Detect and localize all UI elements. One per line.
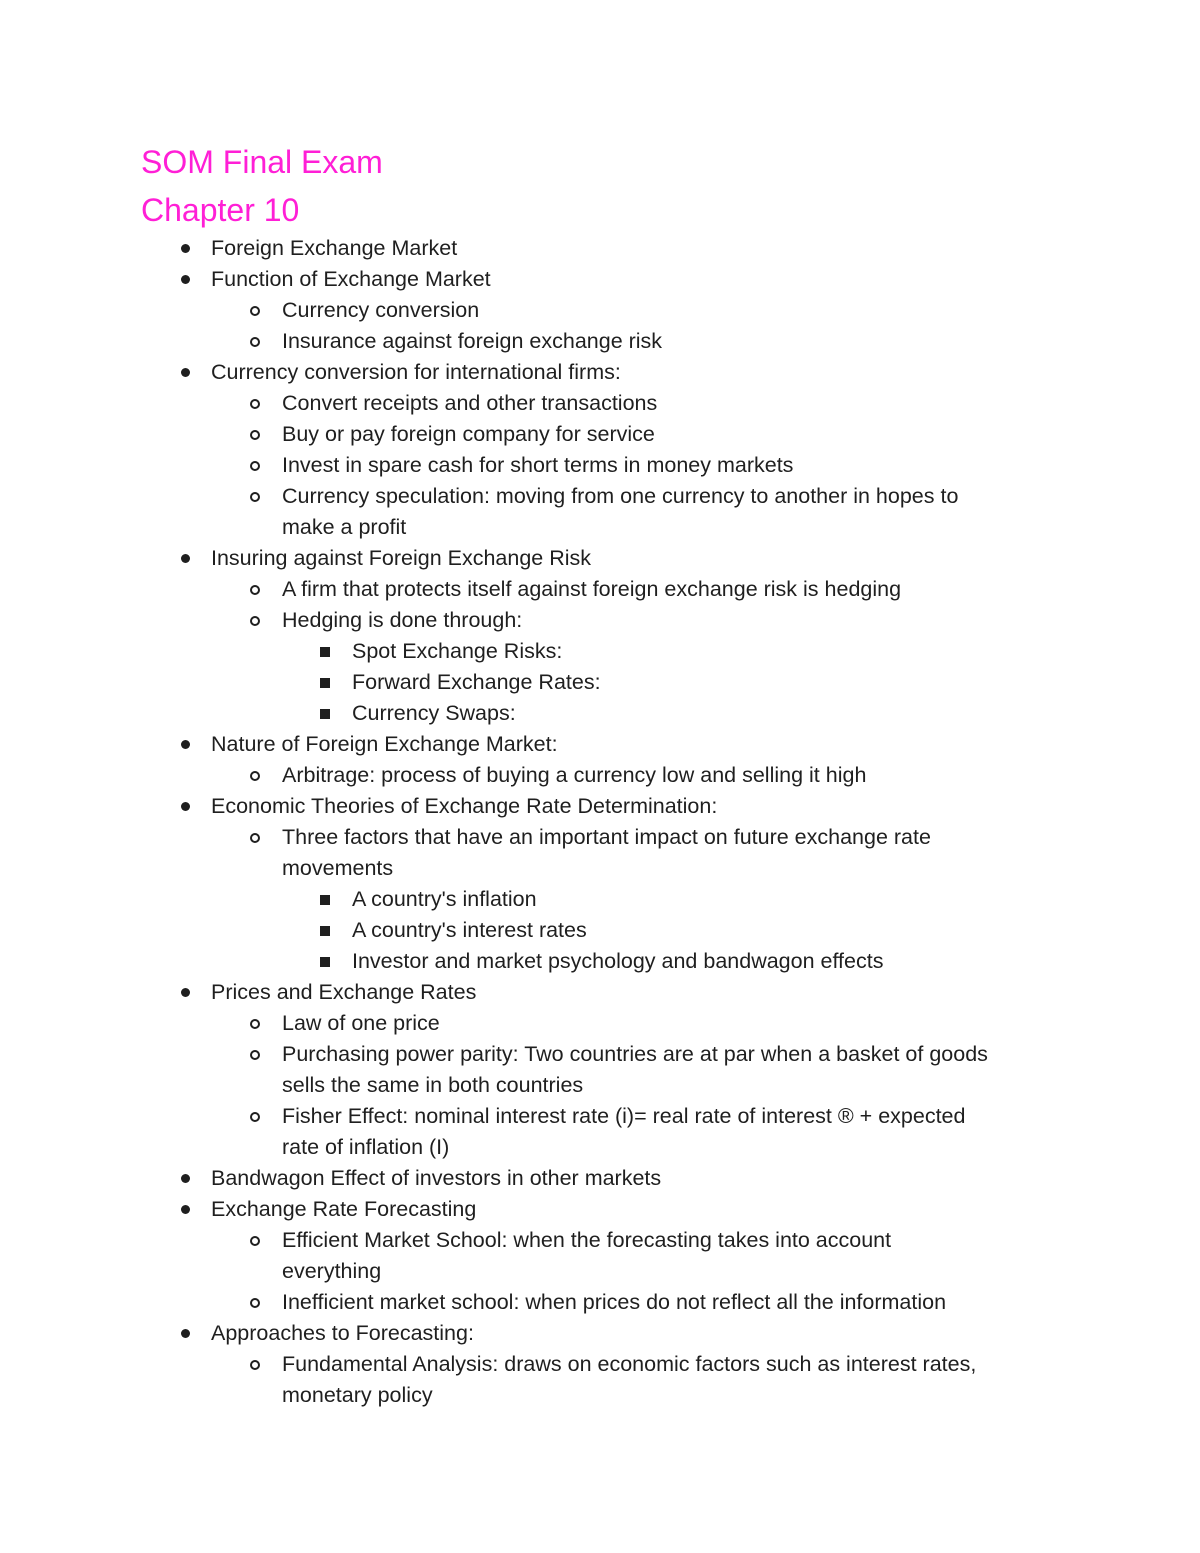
- list-item-level-1: [0, 543, 1200, 574]
- list-item-text: Bandwagon Effect of investors in other markets: [211, 1166, 662, 1190]
- bullet-shape: [250, 1298, 260, 1308]
- hollow-circle-bullet-icon: [245, 760, 265, 791]
- list-item-level-2: [0, 822, 1200, 853]
- bullet-shape: [181, 1174, 190, 1183]
- document-title: SOM Final Exam: [141, 144, 383, 180]
- list-item-text: Insurance against foreign exchange risk: [282, 329, 663, 353]
- list-item-level-2: [0, 1225, 1200, 1256]
- filled-circle-bullet-icon: [175, 1318, 195, 1349]
- list-item-text: Prices and Exchange Rates: [211, 980, 477, 1004]
- bullet-shape: [250, 430, 260, 440]
- list-item-continuation: [0, 1070, 1200, 1101]
- hollow-circle-bullet-icon: [245, 450, 265, 481]
- list-item-text: monetary policy: [282, 1383, 433, 1407]
- bullet-shape: [320, 709, 330, 719]
- list-item-level-2: [0, 419, 1200, 450]
- list-item-level-3: [0, 884, 1200, 915]
- list-item-level-1: [0, 357, 1200, 388]
- bullet-shape: [250, 461, 260, 471]
- chapter-heading: Chapter 10: [141, 192, 300, 228]
- hollow-circle-bullet-icon: [245, 388, 265, 419]
- list-item-level-2: [0, 1101, 1200, 1132]
- filled-square-bullet-icon: [315, 667, 335, 698]
- bullet-shape: [181, 554, 190, 563]
- filled-circle-bullet-icon: [175, 1163, 195, 1194]
- filled-square-bullet-icon: [315, 636, 335, 667]
- hollow-circle-bullet-icon: [245, 419, 265, 450]
- list-item-level-2: [0, 326, 1200, 357]
- filled-square-bullet-icon: [315, 698, 335, 729]
- filled-square-bullet-icon: [315, 946, 335, 977]
- list-item-continuation: [0, 512, 1200, 543]
- list-item-text: Currency conversion for international firms:: [211, 360, 621, 384]
- bullet-shape: [250, 1236, 260, 1246]
- filled-circle-bullet-icon: [175, 264, 195, 295]
- list-item-level-1: [0, 264, 1200, 295]
- bullet-shape: [320, 647, 330, 657]
- list-item-text: A country's interest rates: [352, 918, 587, 942]
- list-item-text: Buy or pay foreign company for service: [282, 422, 655, 446]
- list-item-level-1: [0, 1163, 1200, 1194]
- bullet-shape: [181, 275, 190, 284]
- filled-circle-bullet-icon: [175, 233, 195, 264]
- list-item-text: Nature of Foreign Exchange Market:: [211, 732, 558, 756]
- hollow-circle-bullet-icon: [245, 295, 265, 326]
- bullet-shape: [250, 1050, 260, 1060]
- bullet-shape: [250, 306, 260, 316]
- list-item-text: Inefficient market school: when prices do not reflect all the information: [282, 1290, 947, 1314]
- list-item-level-3: [0, 915, 1200, 946]
- list-item-text: Insuring against Foreign Exchange Risk: [211, 546, 592, 570]
- hollow-circle-bullet-icon: [245, 605, 265, 636]
- list-item-text: Approaches to Forecasting:: [211, 1321, 474, 1345]
- list-item-text: Exchange Rate Forecasting: [211, 1197, 477, 1221]
- hollow-circle-bullet-icon: [245, 326, 265, 357]
- bullet-outline: [0, 233, 1200, 1411]
- hollow-circle-bullet-icon: [245, 1225, 265, 1256]
- bullet-shape: [181, 740, 190, 749]
- filled-circle-bullet-icon: [175, 357, 195, 388]
- hollow-circle-bullet-icon: [245, 481, 265, 512]
- filled-circle-bullet-icon: [175, 729, 195, 760]
- bullet-shape: [250, 1360, 260, 1370]
- bullet-shape: [181, 244, 190, 253]
- list-item-level-2: [0, 1008, 1200, 1039]
- bullet-shape: [181, 988, 190, 997]
- bullet-shape: [250, 1019, 260, 1029]
- bullet-shape: [250, 492, 260, 502]
- hollow-circle-bullet-icon: [245, 1039, 265, 1070]
- list-item-text: Law of one price: [282, 1011, 440, 1035]
- bullet-shape: [320, 895, 330, 905]
- list-item-level-2: [0, 1349, 1200, 1380]
- filled-square-bullet-icon: [315, 915, 335, 946]
- list-item-continuation: [0, 1256, 1200, 1287]
- list-item-level-2: [0, 605, 1200, 636]
- list-item-continuation: [0, 1132, 1200, 1163]
- filled-square-bullet-icon: [315, 884, 335, 915]
- bullet-shape: [250, 585, 260, 595]
- filled-circle-bullet-icon: [175, 543, 195, 574]
- list-item-text: Arbitrage: process of buying a currency low and selling it high: [282, 763, 867, 787]
- list-item-text: Economic Theories of Exchange Rate Determination:: [211, 794, 718, 818]
- list-item-text: Currency speculation: moving from one currency to another in hopes to: [282, 484, 959, 508]
- list-item-level-1: [0, 233, 1200, 264]
- list-item-level-2: [0, 1287, 1200, 1318]
- list-item-level-1: [0, 791, 1200, 822]
- list-item-level-2: [0, 295, 1200, 326]
- list-item-level-1: [0, 1194, 1200, 1225]
- list-item-level-2: [0, 388, 1200, 419]
- filled-circle-bullet-icon: [175, 977, 195, 1008]
- list-item-text: Spot Exchange Risks:: [352, 639, 563, 663]
- list-item-text: Convert receipts and other transactions: [282, 391, 658, 415]
- list-item-text: movements: [282, 856, 394, 880]
- list-item-text: Function of Exchange Market: [211, 267, 491, 291]
- hollow-circle-bullet-icon: [245, 1101, 265, 1132]
- list-item-text: Three factors that have an important impact on future exchange rate: [282, 825, 931, 849]
- list-item-text: make a profit: [282, 515, 407, 539]
- bullet-shape: [181, 802, 190, 811]
- bullet-shape: [250, 399, 260, 409]
- list-item-continuation: [0, 853, 1200, 884]
- list-item-text: Fundamental Analysis: draws on economic factors such as interest rates,: [282, 1352, 977, 1376]
- hollow-circle-bullet-icon: [245, 1287, 265, 1318]
- list-item-continuation: [0, 1380, 1200, 1411]
- list-item-text: Fisher Effect: nominal interest rate (i)= real rate of interest ® + expected: [282, 1104, 966, 1128]
- bullet-shape: [250, 1112, 260, 1122]
- list-item-text: everything: [282, 1259, 382, 1283]
- list-item-level-2: [0, 760, 1200, 791]
- list-item-text: rate of inflation (I): [282, 1135, 450, 1159]
- list-item-level-2: [0, 481, 1200, 512]
- list-item-text: Hedging is done through:: [282, 608, 523, 632]
- bullet-shape: [250, 771, 260, 781]
- list-item-text: Invest in spare cash for short terms in money markets: [282, 453, 794, 477]
- list-item-text: Forward Exchange Rates:: [352, 670, 601, 694]
- list-item-level-2: [0, 574, 1200, 605]
- hollow-circle-bullet-icon: [245, 1349, 265, 1380]
- list-item-level-3: [0, 946, 1200, 977]
- bullet-shape: [320, 957, 330, 967]
- list-item-level-1: [0, 977, 1200, 1008]
- bullet-shape: [181, 1329, 190, 1338]
- list-item-text: A country's inflation: [352, 887, 537, 911]
- bullet-shape: [181, 368, 190, 377]
- list-item-level-3: [0, 698, 1200, 729]
- list-item-text: Investor and market psychology and bandwagon effects: [352, 949, 884, 973]
- list-item-level-1: [0, 1318, 1200, 1349]
- list-item-text: Efficient Market School: when the forecasting takes into account: [282, 1228, 892, 1252]
- filled-circle-bullet-icon: [175, 791, 195, 822]
- list-item-text: sells the same in both countries: [282, 1073, 584, 1097]
- list-item-level-3: [0, 636, 1200, 667]
- bullet-shape: [181, 1205, 190, 1214]
- list-item-level-2: [0, 450, 1200, 481]
- list-item-level-1: [0, 729, 1200, 760]
- bullet-shape: [320, 678, 330, 688]
- hollow-circle-bullet-icon: [245, 574, 265, 605]
- list-item-text: A firm that protects itself against foreign exchange risk is hedging: [282, 577, 902, 601]
- list-item-level-3: [0, 667, 1200, 698]
- hollow-circle-bullet-icon: [245, 822, 265, 853]
- bullet-shape: [250, 616, 260, 626]
- bullet-shape: [250, 833, 260, 843]
- list-item-text: Foreign Exchange Market: [211, 236, 458, 260]
- list-item-text: Purchasing power parity: Two countries are at par when a basket of goods: [282, 1042, 988, 1066]
- bullet-shape: [250, 337, 260, 347]
- list-item-text: Currency conversion: [282, 298, 480, 322]
- list-item-level-2: [0, 1039, 1200, 1070]
- bullet-shape: [320, 926, 330, 936]
- filled-circle-bullet-icon: [175, 1194, 195, 1225]
- list-item-text: Currency Swaps:: [352, 701, 516, 725]
- hollow-circle-bullet-icon: [245, 1008, 265, 1039]
